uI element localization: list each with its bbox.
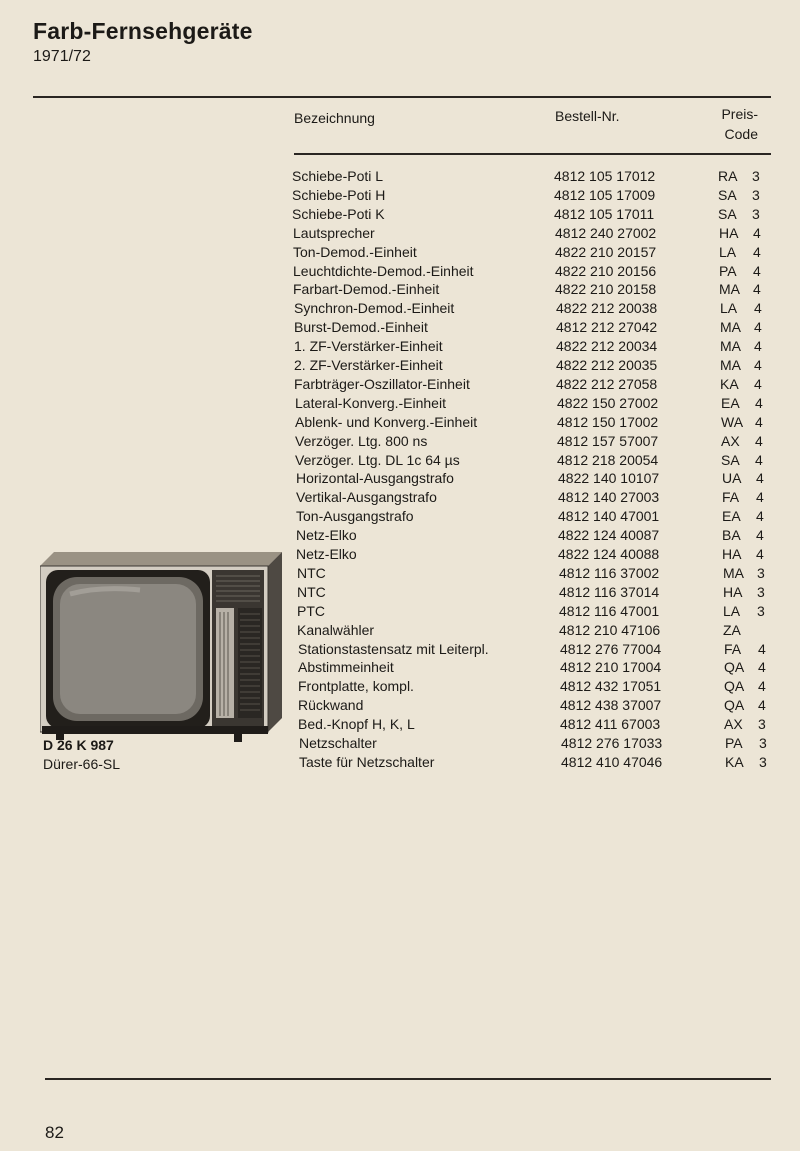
part-name: Netz-Elko	[296, 527, 357, 544]
price-code-digit: 3	[759, 753, 767, 770]
price-code: HA	[722, 546, 742, 562]
price-code-digit: 4	[758, 678, 766, 695]
price-code-digit: 4	[756, 489, 764, 506]
order-number: 4812 157 57007	[557, 432, 659, 449]
order-number: 4812 116 37014	[559, 583, 660, 600]
price-code-digit: 3	[757, 602, 765, 619]
part-name: Horizontal-Ausgangstrafo	[296, 470, 454, 487]
price-code: QA	[724, 678, 745, 695]
order-number: 4822 212 20034	[556, 338, 658, 355]
part-name: Stationstastensatz mit Leiterpl.	[298, 640, 489, 657]
part-name: NTC	[297, 564, 326, 581]
price-code: MA	[723, 564, 744, 581]
price-code-digit: 4	[756, 546, 764, 562]
part-name: Schiebe-Poti L	[292, 168, 384, 184]
price-code: FA	[722, 489, 740, 506]
price-code: ZA	[723, 621, 741, 638]
price-code-digit: 4	[754, 300, 762, 317]
order-number: 4812 116 47001	[559, 602, 660, 619]
price-code: EA	[722, 508, 741, 525]
price-code: HA	[723, 583, 743, 600]
product-model: D 26 K 987	[43, 737, 114, 753]
order-number: 4812 218 20054	[557, 451, 659, 468]
price-code: KA	[725, 753, 744, 770]
order-number: 4812 432 17051	[560, 678, 662, 695]
part-name: Leuchtdichte-Demod.-Einheit	[293, 262, 474, 279]
order-number: 4812 411 67003	[560, 716, 661, 733]
order-number: 4812 240 27002	[555, 224, 657, 241]
page-subtitle: 1971/72	[33, 48, 91, 65]
part-name: Netzschalter	[299, 735, 377, 751]
part-name: Farbart-Demod.-Einheit	[293, 281, 440, 298]
price-code-digit: 4	[754, 338, 762, 355]
part-name: Verzöger. Ltg. DL 1c 64 µs	[295, 451, 460, 468]
part-name: Ton-Ausgangstrafo	[296, 508, 414, 525]
column-header-price-code	[700, 104, 758, 144]
price-code-digit: 3	[752, 168, 760, 184]
price-code: HA	[719, 224, 739, 241]
order-number: 4812 105 17009	[554, 186, 656, 203]
price-code: PA	[725, 735, 743, 751]
price-code-header-line1: Preis-	[721, 106, 758, 122]
price-code-digit: 4	[758, 640, 766, 657]
part-name: Abstimmeinheit	[298, 659, 394, 676]
order-number: 4812 410 47046	[561, 753, 663, 770]
top-rule	[33, 96, 771, 98]
price-code-digit: 3	[759, 735, 767, 751]
price-code: MA	[720, 357, 741, 373]
tv-set-photo	[40, 550, 282, 754]
header-rule	[294, 153, 771, 155]
order-number: 4812 212 27042	[556, 319, 658, 336]
price-code: WA	[721, 413, 744, 430]
order-number: 4822 212 27058	[556, 375, 658, 392]
part-name: PTC	[297, 602, 325, 619]
order-number: 4812 276 17033	[561, 735, 663, 751]
part-name: NTC	[297, 583, 326, 600]
price-code: SA	[718, 205, 737, 222]
part-name: Lautsprecher	[293, 224, 375, 241]
price-code: FA	[724, 640, 742, 657]
price-code: KA	[720, 375, 739, 392]
part-name: Rückwand	[298, 697, 364, 714]
price-code-digit: 4	[756, 527, 764, 544]
price-code: MA	[720, 319, 741, 336]
price-code: PA	[719, 262, 737, 279]
part-name: Netz-Elko	[296, 546, 357, 562]
price-code: UA	[722, 470, 742, 487]
price-code: LA	[720, 300, 738, 317]
order-number: 4822 210 20157	[555, 243, 657, 260]
part-name: Farbträger-Oszillator-Einheit	[294, 375, 470, 392]
price-code-digit: 3	[757, 583, 765, 600]
order-number: 4822 124 40088	[558, 546, 660, 562]
price-code-digit: 4	[753, 281, 761, 298]
price-code-digit: 3	[757, 564, 765, 581]
part-name: 2. ZF-Verstärker-Einheit	[294, 357, 443, 373]
price-code-header-line2: Code	[724, 126, 758, 142]
price-code: BA	[722, 527, 741, 544]
order-number: 4822 212 20035	[556, 357, 658, 373]
price-code-digit: 4	[754, 375, 762, 392]
order-number: 4812 116 37002	[559, 564, 660, 581]
order-number: 4822 210 20156	[555, 262, 657, 279]
price-code-digit: 3	[752, 205, 760, 222]
part-name: Frontplatte, kompl.	[298, 678, 414, 695]
part-name: Ablenk- und Konverg.-Einheit	[295, 413, 478, 430]
price-code: LA	[723, 602, 741, 619]
price-code: SA	[721, 451, 740, 468]
order-number: 4822 140 10107	[558, 470, 660, 487]
bottom-rule	[45, 1078, 771, 1080]
price-code: RA	[718, 168, 738, 184]
part-name: Schiebe-Poti H	[292, 186, 386, 203]
price-code-digit: 3	[752, 186, 760, 203]
price-code-digit: 4	[754, 319, 762, 336]
part-name: Ton-Demod.-Einheit	[293, 243, 417, 260]
order-number: 4812 150 17002	[557, 413, 659, 430]
order-number: 4812 438 37007	[560, 697, 662, 714]
price-code: MA	[720, 338, 741, 355]
price-code-digit: 4	[755, 413, 763, 430]
page-number: 82	[45, 1123, 64, 1142]
price-code: LA	[719, 243, 737, 260]
price-code: AX	[721, 432, 740, 449]
price-code: QA	[724, 659, 745, 676]
order-number: 4812 105 17012	[554, 168, 656, 184]
part-name: Synchron-Demod.-Einheit	[294, 300, 455, 317]
price-code: QA	[724, 697, 745, 714]
column-header-name: Bezeichnung	[294, 110, 375, 126]
order-number: 4822 124 40087	[558, 527, 660, 544]
order-number: 4812 210 47106	[559, 621, 661, 638]
page-title: Farb-Fernsehgeräte	[33, 18, 253, 44]
part-name: Taste für Netzschalter	[299, 753, 435, 770]
part-name: Lateral-Konverg.-Einheit	[295, 394, 446, 411]
price-code-digit: 4	[753, 224, 761, 241]
order-number: 4812 105 17011	[554, 205, 655, 222]
order-number: 4812 140 47001	[558, 508, 660, 525]
order-number: 4822 210 20158	[555, 281, 657, 298]
product-name: Dürer-66-SL	[43, 756, 121, 772]
part-name: Verzöger. Ltg. 800 ns	[295, 432, 428, 449]
order-number: 4812 210 17004	[560, 659, 662, 676]
price-code-digit: 4	[755, 451, 763, 468]
order-number: 4822 150 27002	[557, 394, 659, 411]
part-name: Kanalwähler	[297, 621, 375, 638]
part-name: Bed.-Knopf H, K, L	[298, 716, 415, 733]
part-name: Burst-Demod.-Einheit	[294, 319, 428, 336]
price-code-digit: 4	[755, 432, 763, 449]
part-name: 1. ZF-Verstärker-Einheit	[294, 338, 443, 355]
column-header-order-number: Bestell-Nr.	[555, 108, 620, 124]
price-code: MA	[719, 281, 740, 298]
part-name: Vertikal-Ausgangstrafo	[296, 489, 437, 506]
price-code-digit: 4	[753, 243, 761, 260]
price-code-digit: 4	[753, 262, 761, 279]
price-code-digit: 4	[755, 394, 763, 411]
price-code-digit: 4	[754, 357, 762, 373]
price-code-digit: 4	[756, 508, 764, 525]
price-code: AX	[724, 716, 743, 733]
price-code-digit: 4	[756, 470, 764, 487]
order-number: 4812 140 27003	[558, 489, 660, 506]
order-number: 4822 212 20038	[556, 300, 658, 317]
price-code-digit: 4	[758, 697, 766, 714]
order-number: 4812 276 77004	[560, 640, 662, 657]
price-code-digit: 3	[758, 716, 766, 733]
price-code-digit: 4	[758, 659, 766, 676]
price-code: SA	[718, 186, 737, 203]
price-code: EA	[721, 394, 740, 411]
part-name: Schiebe-Poti K	[292, 205, 385, 222]
